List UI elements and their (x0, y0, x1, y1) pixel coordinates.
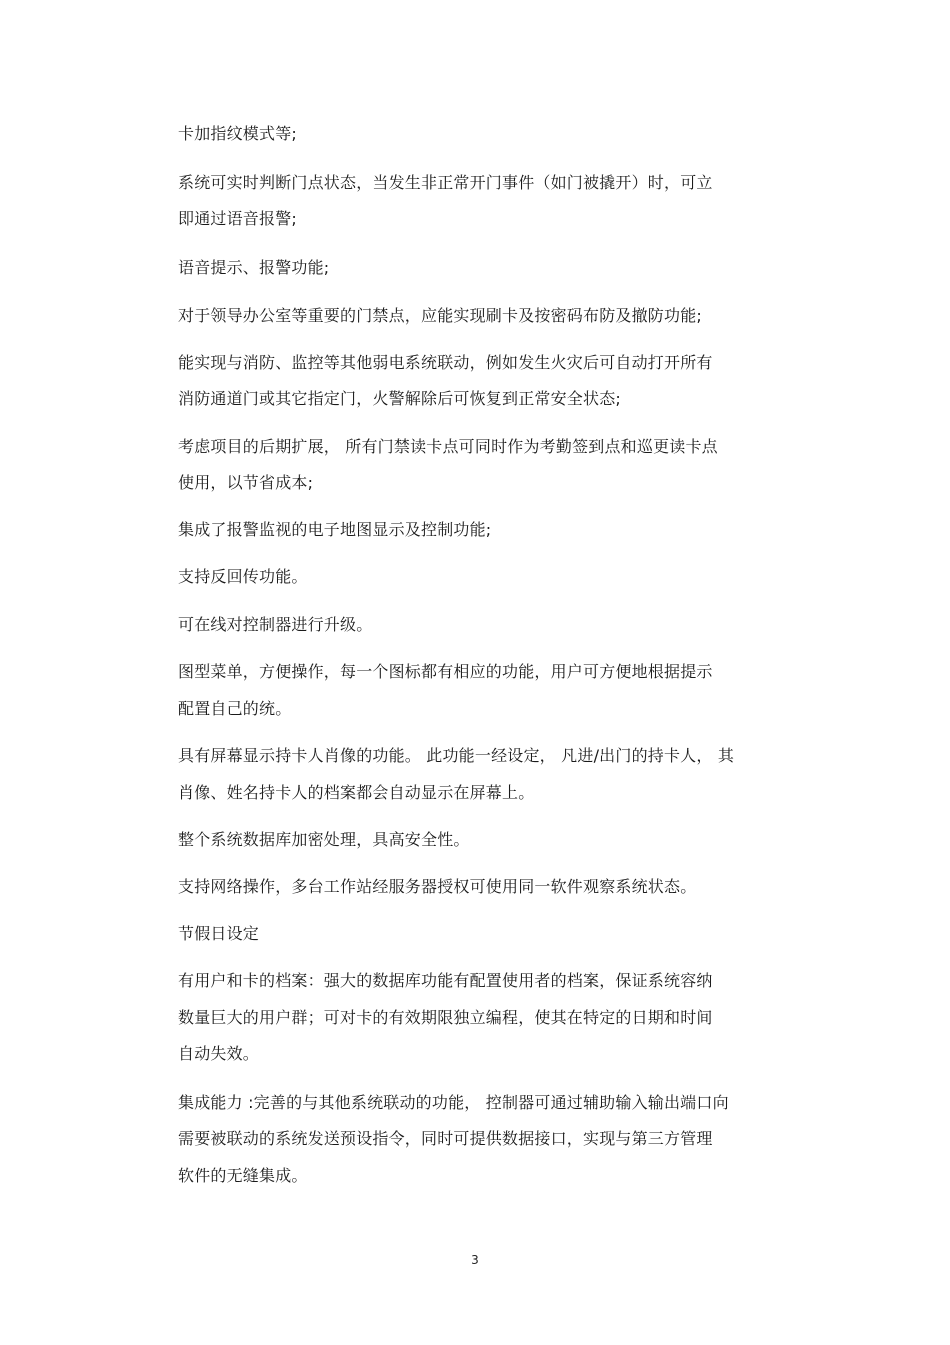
text-line: 系统可实时判断门点状态，当发生非正常开门事件（如门被撬开）时，可立 (178, 173, 713, 192)
text-line: 考虑项目的后期扩展， 所有门禁读卡点可同时作为考勤签到点和巡更读卡点 (178, 437, 718, 456)
text-line: 配置自己的统。 (178, 699, 292, 718)
text-line: 自动失效。 (178, 1044, 260, 1063)
text-line: 卡加指纹模式等; (178, 124, 297, 143)
page-number: 3 (471, 1253, 479, 1267)
text-line: 软件的无缝集成。 (178, 1166, 308, 1185)
text-line: 使用，以节省成本; (178, 473, 314, 492)
text-line: 支持网络操作，多台工作站经服务器授权可使用同一软件观察系统状态。 (178, 877, 697, 896)
text-line: 肖像、姓名持卡人的档案都会自动显示在屏幕上。 (178, 783, 535, 802)
text-line: 需要被联动的系统发送预设指令，同时可提供数据接口，实现与第三方管理 (178, 1129, 713, 1148)
text-line: 有用户和卡的档案：强大的数据库功能有配置使用者的档案，保证系统容纳 (178, 971, 713, 990)
text-line: 可在线对控制器进行升级。 (178, 615, 373, 634)
text-line: 即通过语音报警; (178, 209, 297, 228)
text-line: 支持反回传功能。 (178, 567, 308, 586)
text-line: 语音提示、报警功能; (178, 258, 330, 277)
text-line: 能实现与消防、监控等其他弱电系统联动，例如发生火灾后可自动打开所有 (178, 353, 713, 372)
text-line: 对于领导办公室等重要的门禁点，应能实现刷卡及按密码布防及撤防功能; (178, 306, 702, 325)
text-line: 节假日设定 (178, 924, 260, 943)
text-line: 集成能力 :完善的与其他系统联动的功能， 控制器可通过辅助输入输出端口向 (178, 1093, 729, 1112)
text-line: 具有屏幕显示持卡人肖像的功能。 此功能一经设定， 凡进/出门的持卡人， 其 (178, 746, 735, 765)
text-line: 图型菜单，方便操作，每一个图标都有相应的功能，用户可方便地根据提示 (178, 662, 713, 681)
text-line: 整个系统数据库加密处理，具高安全性。 (178, 830, 470, 849)
text-line: 集成了报警监视的电子地图显示及控制功能; (178, 520, 492, 539)
text-line: 消防通道门或其它指定门，火警解除后可恢复到正常安全状态; (178, 389, 621, 408)
text-line: 数量巨大的用户群；可对卡的有效期限独立编程，使其在特定的日期和时间 (178, 1008, 713, 1027)
